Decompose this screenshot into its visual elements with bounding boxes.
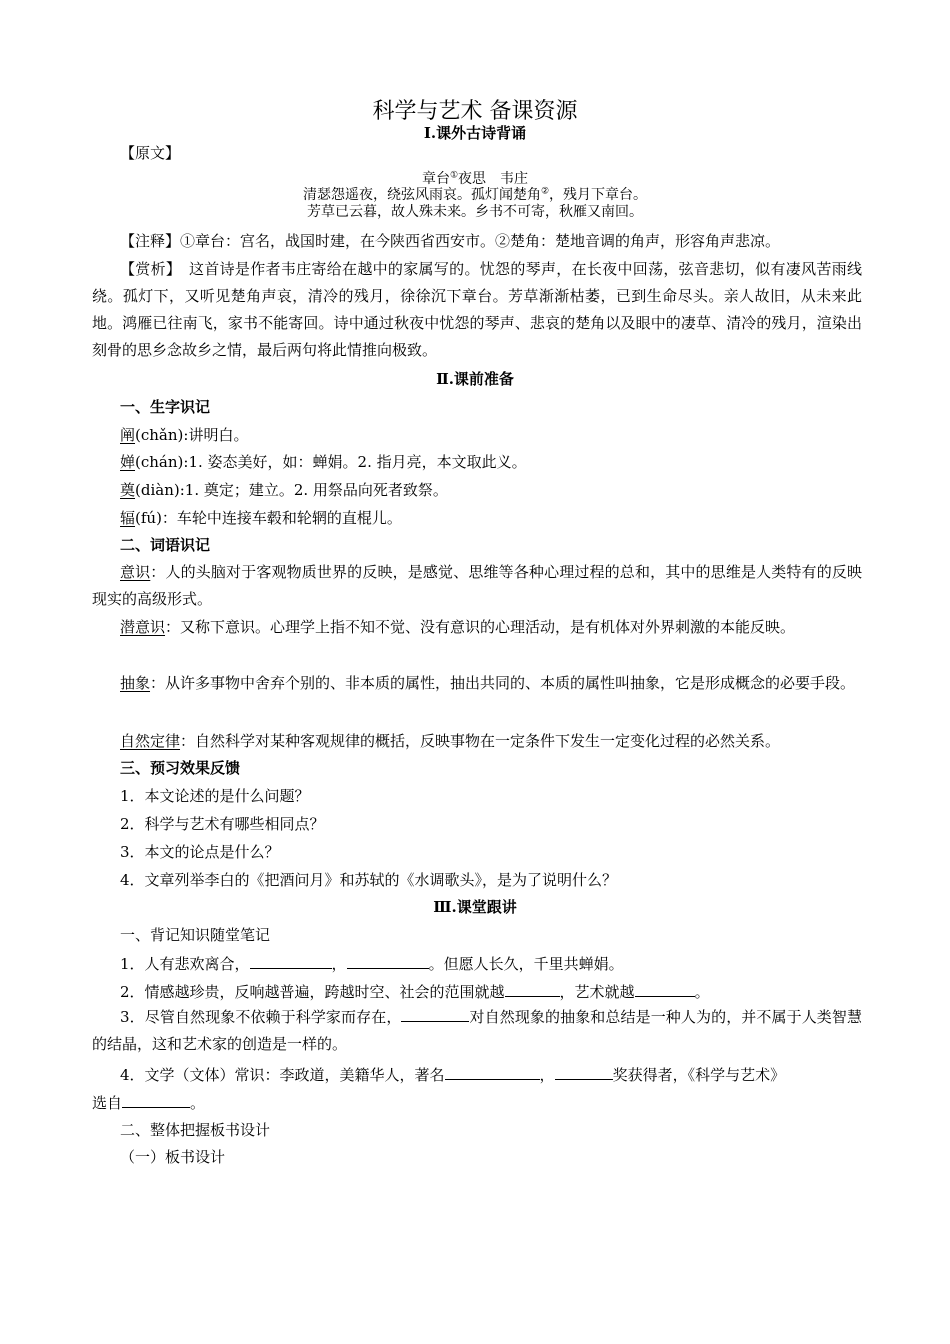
char-item: 阐(chǎn):讲明白。 — [120, 426, 249, 444]
section-heading-2: Ⅱ.课前准备 — [436, 370, 514, 388]
answer-blank[interactable] — [122, 1092, 190, 1108]
answer-blank[interactable] — [635, 981, 695, 997]
char-item: 婵(chán):1. 姿态美好，如：蝉娟。2. 指月亮，本文取此义。 — [120, 453, 527, 471]
section-heading-3: Ⅲ.课堂跟讲 — [433, 898, 517, 916]
answer-blank[interactable] — [347, 953, 429, 969]
section-heading-1: Ⅰ.课外古诗背诵 — [423, 124, 527, 142]
char-item: 奠(diàn):1. 奠定；建立。2. 用祭品向死者致祭。 — [120, 481, 448, 499]
class-subheading-board: （一）板书设计 — [120, 1148, 226, 1166]
prep-heading-words: 二、词语识记 — [120, 536, 211, 554]
fill-question-4-cont: 选自 。 — [92, 1094, 206, 1112]
answer-blank[interactable] — [250, 953, 332, 969]
notes: 【注释】①章台：宫名，战国时建，在今陕西省西安市。②楚角：楚地音调的角声，形容角声悲凉。 — [120, 232, 781, 250]
poem-author: 韦庄 — [500, 171, 529, 187]
char-item: 辐(fú)：车轮中连接车毂和轮辋的直棍儿。 — [120, 509, 402, 527]
prep-heading-chars: 一、生字识记 — [120, 398, 211, 416]
class-heading-board: 二、整体把握板书设计 — [120, 1121, 271, 1139]
word-item: 意识：人的头脑对于客观物质世界的反映，是感觉、思维等各种心理过程的总和，其中的思维是人类特有的反映现实的高级形式。 — [92, 563, 862, 608]
question-item: 4．文章列举李白的《把酒问月》和苏轼的《水调歌头》，是为了说明什么？ — [120, 871, 618, 889]
answer-blank[interactable] — [555, 1064, 613, 1080]
fill-question-1: 1．人有悲欢离合， ， 。但愿人长久，千里共蝉娟。 — [120, 955, 624, 973]
note-marker-1: ① — [449, 170, 459, 181]
answer-blank[interactable] — [445, 1064, 540, 1080]
poem-line-1: 清瑟怨遥夜，绕弦风雨哀。孤灯闻楚角②，残月下章台。 — [302, 186, 648, 203]
fill-question-3: 3．尽管自然现象不依赖于科学家而存在， 对自然现象的抽象和总结是一种人为的，并不属于人类智慧的结晶，这和艺术家的创造是一样的。 — [92, 1008, 862, 1053]
word-item: 潜意识：又称下意识。心理学上指不知不觉、没有意识的心理活动，是有机体对外界刺激的本能反映。 — [120, 618, 796, 636]
class-heading-notes: 一、背记知识随堂笔记 — [120, 926, 271, 944]
answer-blank[interactable] — [505, 981, 560, 997]
note-marker-2: ② — [540, 186, 550, 197]
answer-blank[interactable] — [401, 1006, 469, 1022]
poem-line-2: 芳草已云暮，故人殊未来。乡书不可寄，秋雁又南回。 — [307, 204, 643, 220]
question-item: 1．本文论述的是什么问题？ — [120, 787, 310, 805]
fill-question-4: 4．文学（文体）常识：李政道，美籍华人，著名 ， 奖获得者，《科学与艺术》 — [120, 1066, 786, 1084]
word-item: 自然定律：自然科学对某种客观规律的概括，反映事物在一定条件下发生一定变化过程的必然关系。 — [120, 732, 781, 750]
prep-heading-feedback: 三、预习效果反馈 — [120, 759, 241, 777]
yuanwen-label: 【原文】 — [120, 144, 181, 162]
poem-title: 章台①夜思 韦庄 — [421, 170, 529, 187]
fill-question-2: 2．情感越珍贵，反响越普遍，跨越时空、社会的范围就越 ，艺术就越 。 — [120, 983, 710, 1001]
page-title: 科学与艺术 备课资源 — [372, 99, 578, 124]
appreciation: 【赏析】 这首诗是作者韦庄寄给在越中的家属写的。忧怨的琴声，在长夜中回荡，弦音悲切，似有凄风苦雨线绕。孤灯下，又听见楚角声哀，清冷的残月，徐徐沉下章台。芳草渐渐枯萎，已到生命尽头。亲人故旧，从未来此地。鸿雁已往南飞，家书不能寄回。诗中通过秋夜中忧怨的琴声、悲哀的楚角以及眼中的凄草、清冷的残月，渲染出刻骨的思乡念故乡之情，最后两句将此情推向极致。 — [92, 260, 862, 359]
word-item: 抽象：从许多事物中舍弃个别的、非本质的属性，抽出共同的、本质的属性叫抽象，它是形成概念的必要手段。 — [120, 674, 856, 692]
question-item: 2．科学与艺术有哪些相同点？ — [120, 815, 325, 833]
question-item: 3．本文的论点是什么？ — [120, 843, 280, 861]
